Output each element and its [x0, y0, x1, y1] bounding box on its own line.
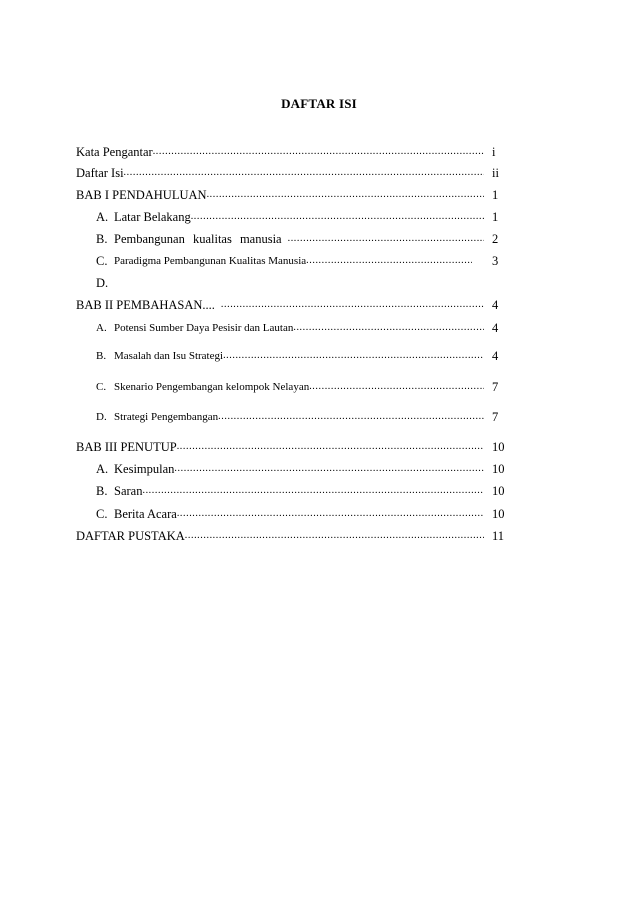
toc-page-number: ii: [492, 166, 499, 180]
toc-page-number: 4: [492, 321, 499, 335]
toc-label: Masalah dan Isu Strategi: [114, 350, 224, 362]
toc-leader-dots: [309, 378, 484, 396]
toc-leader-dots: [218, 408, 484, 426]
toc-entry-bab-3-c[interactable]: [96, 505, 516, 523]
toc-letter: B.: [96, 232, 108, 246]
toc-label: Berita Acara: [114, 507, 177, 521]
toc-page-number: 7: [492, 410, 499, 424]
toc-label: Kesimpulan: [114, 462, 175, 476]
toc-label: BAB II PEMBAHASAN....: [76, 298, 215, 312]
toc-label: Pembangunan kualitas manusia: [114, 232, 282, 246]
toc-label: Saran: [114, 484, 143, 498]
toc-letter: B.: [96, 350, 107, 362]
toc-label: Latar Belakang: [114, 210, 191, 224]
toc-letter: C.: [96, 254, 108, 268]
toc-page-number: 10: [492, 440, 505, 454]
toc-leader-dots: [174, 460, 484, 478]
toc-page-number: 1: [492, 188, 499, 202]
toc-label: Daftar Isi: [76, 166, 124, 180]
toc-page-number: 1: [492, 210, 499, 224]
toc-label: DAFTAR PUSTAKA: [76, 529, 185, 543]
toc-label: BAB III PENUTUP: [76, 440, 177, 454]
toc-entry-bab-1-b[interactable]: [96, 230, 516, 248]
toc-page-number: 3: [492, 254, 499, 268]
toc-leader-dots: [185, 527, 484, 545]
toc-entry-bab-2-a[interactable]: [96, 319, 516, 337]
toc-letter: B.: [96, 484, 108, 498]
toc-entry-bab-2-b[interactable]: [96, 347, 516, 365]
toc-page-number: 7: [492, 380, 499, 394]
toc-leader-dots: [177, 505, 484, 523]
toc-label: Kata Pengantar: [76, 145, 153, 159]
toc-leader-dots: [191, 208, 484, 226]
toc-entry-bab-2-d[interactable]: [96, 408, 516, 426]
toc-letter: C.: [96, 381, 107, 393]
toc-label: Potensi Sumber Daya Pesisir dan Lautan: [114, 322, 294, 334]
toc-label: BAB I PENDAHULUAN: [76, 188, 207, 202]
toc-page-number: i: [492, 145, 496, 159]
toc-page-number: 4: [492, 298, 499, 312]
toc-page-number: 10: [492, 507, 505, 521]
toc-letter: D.: [96, 411, 107, 423]
toc-entry-bab-2-c[interactable]: [96, 378, 516, 396]
page-title: DAFTAR ISI: [281, 96, 357, 111]
toc-entry-kata-pengantar[interactable]: [76, 143, 516, 161]
toc-leader-dots: [153, 143, 484, 161]
toc-letter: A.: [96, 322, 107, 334]
toc-leader-dots: [177, 438, 484, 456]
toc-page-number: 10: [492, 484, 505, 498]
toc-leader-dots: [306, 252, 472, 270]
toc-leader-dots: [223, 347, 484, 365]
toc-letter: A.: [96, 462, 109, 476]
toc-label: Paradigma Pembangunan Kualitas Manusia: [114, 255, 307, 267]
toc-letter: C.: [96, 507, 108, 521]
toc-entry-bab-3-a[interactable]: [96, 460, 516, 478]
toc-entry-bab-1-d: [96, 274, 516, 292]
toc-page-number: 10: [492, 462, 505, 476]
toc-letter: D.: [96, 276, 109, 290]
toc-entry-bab-3[interactable]: [76, 438, 516, 456]
toc-entry-bab-1-c[interactable]: [96, 252, 516, 270]
toc-entry-bab-1[interactable]: [76, 186, 516, 204]
toc-page-number: 4: [492, 349, 499, 363]
toc-entry-bab-3-b[interactable]: [96, 482, 516, 500]
toc-label: Strategi Pengembangan: [114, 411, 219, 423]
toc-leader-dots: [207, 186, 484, 204]
toc-entry-daftar-pustaka[interactable]: [76, 527, 516, 545]
toc-leader-dots: [288, 230, 484, 248]
toc-page-number: 11: [492, 529, 505, 543]
toc-letter: A.: [96, 210, 109, 224]
toc-label: Skenario Pengembangan kelompok Nelayan: [114, 381, 310, 393]
toc-entry-bab-2[interactable]: [76, 296, 516, 314]
toc-leader-dots: [142, 482, 484, 500]
toc-leader-dots: [293, 319, 484, 337]
toc-leader-dots: [124, 164, 484, 182]
toc-page-number: 2: [492, 232, 499, 246]
toc-leader-dots: [221, 296, 484, 314]
toc-entry-daftar-isi[interactable]: [76, 164, 516, 182]
toc-entry-bab-1-a[interactable]: [96, 208, 516, 226]
